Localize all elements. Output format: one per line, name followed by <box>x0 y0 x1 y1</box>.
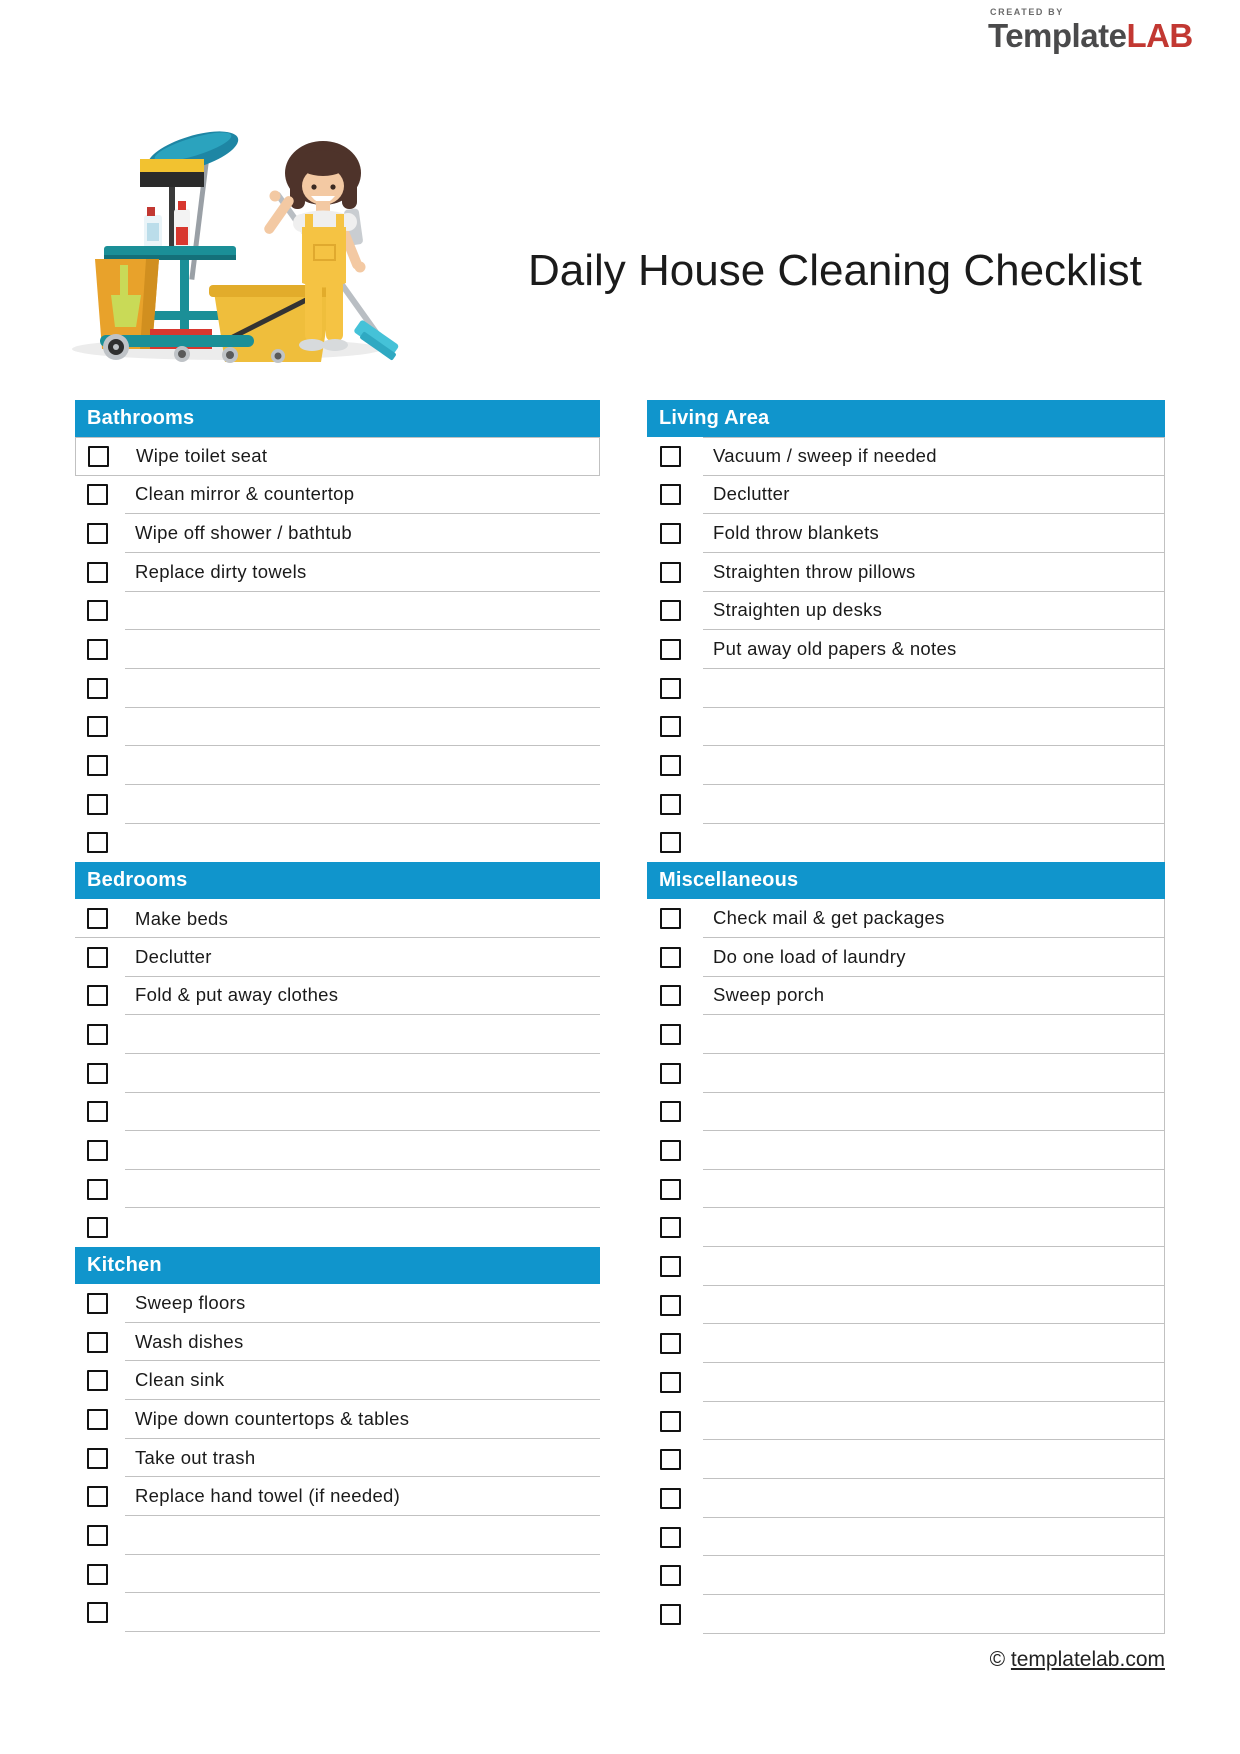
checkbox-icon[interactable] <box>660 1565 681 1586</box>
task-line <box>703 1402 1164 1441</box>
checklist-row <box>75 437 600 476</box>
checkbox-icon[interactable] <box>87 1063 108 1084</box>
checkbox-icon[interactable] <box>660 484 681 505</box>
checklist-row <box>75 1516 600 1555</box>
task-line <box>703 1015 1164 1054</box>
task-line <box>703 437 1164 476</box>
checkbox-icon[interactable] <box>87 1332 108 1353</box>
checkbox-icon[interactable] <box>660 794 681 815</box>
checkbox-icon[interactable] <box>87 523 108 544</box>
logo-created-by: CREATED BY <box>990 7 1064 17</box>
task-line <box>703 1479 1164 1518</box>
checkbox-icon[interactable] <box>660 755 681 776</box>
task-label: Declutter <box>713 483 790 505</box>
checklist-row <box>75 746 600 785</box>
section-rows <box>647 437 1165 862</box>
checkbox-icon[interactable] <box>660 908 681 929</box>
checkbox-icon[interactable] <box>660 947 681 968</box>
checklist-column-left <box>75 400 600 1632</box>
checklist-row <box>75 669 600 708</box>
checkbox-icon[interactable] <box>87 947 108 968</box>
task-line <box>125 553 600 592</box>
checklist-row <box>647 824 1164 863</box>
task-line <box>703 899 1164 938</box>
logo-brand-lab: LAB <box>1126 17 1193 54</box>
task-label: Wash dishes <box>135 1330 244 1352</box>
checklist-row <box>75 1555 600 1594</box>
checklist-row <box>75 476 600 515</box>
task-line <box>703 1556 1164 1595</box>
task-line <box>703 1247 1164 1286</box>
task-line <box>703 476 1164 515</box>
task-line <box>703 1170 1164 1209</box>
checkbox-icon[interactable] <box>87 1217 108 1238</box>
footer <box>0 1648 1165 1672</box>
section-rows <box>75 899 600 1247</box>
task-label: Vacuum / sweep if needed <box>713 445 937 467</box>
task-label: Replace hand towel (if needed) <box>135 1485 401 1507</box>
task-label: Fold throw blankets <box>713 522 880 544</box>
checklist-row <box>647 1518 1164 1557</box>
checklist-row <box>647 1440 1164 1479</box>
task-line <box>703 1286 1164 1325</box>
checkbox-icon[interactable] <box>87 1024 108 1045</box>
task-line <box>703 977 1164 1016</box>
checklist-row <box>647 1324 1164 1363</box>
checkbox-icon[interactable] <box>660 562 681 583</box>
checkbox-icon[interactable] <box>88 446 109 467</box>
checklist-row <box>75 514 600 553</box>
checklist-row <box>75 1131 600 1170</box>
checkbox-icon[interactable] <box>660 985 681 1006</box>
task-line <box>125 1284 600 1323</box>
task-line <box>125 1054 600 1093</box>
checklist-row <box>75 938 600 977</box>
checklist-row <box>75 708 600 747</box>
task-line <box>125 1208 600 1247</box>
checklist-row <box>75 1477 600 1516</box>
copyright-symbol: © <box>989 1648 1006 1671</box>
task-label: Fold & put away clothes <box>135 984 339 1006</box>
checkbox-icon[interactable] <box>87 1140 108 1161</box>
checkbox-icon[interactable] <box>660 1527 681 1548</box>
task-label: Take out trash <box>135 1446 256 1468</box>
task-label: Make beds <box>135 907 229 929</box>
logo-brand <box>988 19 1193 52</box>
checkbox-icon[interactable] <box>87 1602 108 1623</box>
checklist-row <box>647 1054 1164 1093</box>
section-rows <box>75 1284 600 1632</box>
task-line <box>125 630 600 669</box>
task-label: Clean sink <box>135 1369 225 1391</box>
checkbox-icon[interactable] <box>87 600 108 621</box>
checkbox-icon[interactable] <box>660 1217 681 1238</box>
checkbox-icon[interactable] <box>660 1179 681 1200</box>
checklist-row <box>75 1593 600 1632</box>
task-line <box>125 514 600 553</box>
checklist-row <box>647 553 1164 592</box>
checklist-row <box>647 1015 1164 1054</box>
checklist-row <box>647 938 1164 977</box>
checklist-row <box>647 785 1164 824</box>
task-line <box>125 746 600 785</box>
checkbox-icon[interactable] <box>660 1372 681 1393</box>
section-header-bathrooms <box>75 400 600 437</box>
checkbox-icon[interactable] <box>87 716 108 737</box>
task-line <box>703 1208 1164 1247</box>
checklist-row <box>647 1402 1164 1441</box>
section-header-miscellaneous <box>647 862 1165 899</box>
checkbox-icon[interactable] <box>660 1295 681 1316</box>
checkbox-icon[interactable] <box>660 1063 681 1084</box>
checklist-row <box>647 1093 1164 1132</box>
checkbox-icon[interactable] <box>87 1448 108 1469</box>
task-label: Do one load of laundry <box>713 945 906 967</box>
checklist-row <box>75 1439 600 1478</box>
checkbox-icon[interactable] <box>87 1564 108 1585</box>
checklist-row <box>75 785 600 824</box>
checkbox-icon[interactable] <box>87 562 108 583</box>
task-line <box>703 1324 1164 1363</box>
checklist-row <box>75 1323 600 1362</box>
logo-brand-template: Template <box>988 17 1127 54</box>
checkbox-icon[interactable] <box>660 1333 681 1354</box>
checklist-row <box>75 553 600 592</box>
task-line <box>703 1131 1164 1170</box>
task-line <box>703 630 1164 669</box>
checklist-row <box>647 592 1164 631</box>
task-line <box>125 1093 600 1132</box>
section-header-living-area <box>647 400 1165 437</box>
checkbox-icon[interactable] <box>660 1411 681 1432</box>
task-line <box>703 514 1164 553</box>
task-line <box>125 938 600 977</box>
task-line <box>703 785 1164 824</box>
page-title: Daily House Cleaning Checklist <box>528 246 1142 295</box>
checklist-row <box>75 824 600 863</box>
checkbox-icon[interactable] <box>87 1486 108 1507</box>
task-label: Sweep floors <box>135 1291 246 1313</box>
task-line <box>125 977 600 1016</box>
checkbox-icon[interactable] <box>660 832 681 853</box>
checklist-row <box>75 630 600 669</box>
checklist-row <box>647 708 1164 747</box>
task-line <box>125 1439 600 1478</box>
checklist-row <box>647 476 1164 515</box>
checklist-row <box>647 1595 1164 1634</box>
checklist-row <box>75 899 600 938</box>
cleaning-lady-illustration <box>62 95 400 363</box>
task-line <box>125 669 600 708</box>
task-line <box>125 1555 600 1594</box>
task-line <box>125 824 600 863</box>
task-line <box>125 1323 600 1362</box>
task-label: Straighten up desks <box>713 599 883 621</box>
checkbox-icon[interactable] <box>660 1140 681 1161</box>
checkbox-icon[interactable] <box>660 1488 681 1509</box>
checkbox-icon[interactable] <box>87 1179 108 1200</box>
task-line <box>703 938 1164 977</box>
checklist-row <box>75 1015 600 1054</box>
task-line <box>703 1518 1164 1557</box>
checklist-row <box>647 899 1164 938</box>
checkbox-icon[interactable] <box>87 1101 108 1122</box>
checklist-row <box>75 1170 600 1209</box>
checklist-row <box>75 1284 600 1323</box>
task-label: Declutter <box>135 945 212 967</box>
task-line <box>703 1054 1164 1093</box>
task-line <box>125 1015 600 1054</box>
task-line <box>703 1440 1164 1479</box>
task-label: Wipe down countertops & tables <box>135 1407 410 1429</box>
checklist-row <box>647 1556 1164 1595</box>
checklist-row <box>647 630 1164 669</box>
task-label: Put away old papers & notes <box>713 638 957 660</box>
checklist-row <box>75 1093 600 1132</box>
checklist-row <box>647 1479 1164 1518</box>
checklist-row <box>647 669 1164 708</box>
checkbox-icon[interactable] <box>660 1256 681 1277</box>
task-line <box>125 1361 600 1400</box>
task-line <box>125 1400 600 1439</box>
section-rows <box>75 437 600 862</box>
checkbox-icon[interactable] <box>660 600 681 621</box>
checklist-row <box>75 1208 600 1247</box>
task-line <box>125 1131 600 1170</box>
checklist-row <box>75 592 600 631</box>
checklist-row <box>647 1208 1164 1247</box>
checkbox-icon[interactable] <box>87 1370 108 1391</box>
checkbox-icon[interactable] <box>87 985 108 1006</box>
checklist-row <box>647 1363 1164 1402</box>
section-header-bedrooms <box>75 862 600 899</box>
checklist-row <box>647 1131 1164 1170</box>
checklist-row <box>647 1247 1164 1286</box>
task-line <box>703 1093 1164 1132</box>
task-label: Wipe toilet seat <box>136 445 268 467</box>
checkbox-icon[interactable] <box>660 523 681 544</box>
task-line <box>125 1477 600 1516</box>
task-line <box>125 1170 600 1209</box>
checklist-row <box>647 514 1164 553</box>
section-title: Bedrooms <box>87 869 188 892</box>
templatelab-logo <box>988 8 1193 52</box>
task-line <box>125 708 600 747</box>
checklist-row <box>647 746 1164 785</box>
checklist-row <box>647 977 1164 1016</box>
task-line <box>703 708 1164 747</box>
section-title: Kitchen <box>87 1254 162 1277</box>
task-line <box>125 899 600 938</box>
task-label: Replace dirty towels <box>135 560 307 582</box>
checkbox-icon[interactable] <box>87 1293 108 1314</box>
task-line <box>703 592 1164 631</box>
task-line <box>125 592 600 631</box>
checkbox-icon[interactable] <box>87 832 108 853</box>
checkbox-icon[interactable] <box>660 716 681 737</box>
task-label: Check mail & get packages <box>713 907 945 929</box>
task-line <box>703 553 1164 592</box>
task-line <box>703 1595 1164 1634</box>
section-title: Living Area <box>659 407 770 429</box>
checkbox-icon[interactable] <box>660 446 681 467</box>
task-label: Sweep porch <box>713 984 825 1006</box>
checkbox-icon[interactable] <box>87 1409 108 1430</box>
section-rows <box>647 899 1165 1633</box>
task-label: Straighten throw pillows <box>713 560 916 582</box>
checklist-row <box>647 437 1164 476</box>
task-line <box>125 476 600 515</box>
checklist-row <box>75 1400 600 1439</box>
task-line <box>125 785 600 824</box>
checklist-row <box>75 1361 600 1400</box>
checklist-row <box>647 1286 1164 1325</box>
checkbox-icon[interactable] <box>87 755 108 776</box>
task-line <box>703 746 1164 785</box>
checkbox-icon[interactable] <box>660 1024 681 1045</box>
task-line <box>126 438 599 475</box>
checkbox-icon[interactable] <box>87 678 108 699</box>
checklist-row <box>75 977 600 1016</box>
cleaning-illustration-svg <box>62 95 400 363</box>
task-line <box>125 1516 600 1555</box>
checklist-row <box>647 1170 1164 1209</box>
checkbox-icon[interactable] <box>660 678 681 699</box>
task-line <box>703 1363 1164 1402</box>
task-line <box>703 669 1164 708</box>
task-label: Clean mirror & countertop <box>135 483 355 505</box>
task-line <box>125 1593 600 1632</box>
checkbox-icon[interactable] <box>660 1101 681 1122</box>
section-header-kitchen <box>75 1247 600 1284</box>
checkbox-icon[interactable] <box>87 908 108 929</box>
checkbox-icon[interactable] <box>87 484 108 505</box>
task-label: Wipe off shower / bathtub <box>135 522 352 544</box>
checkbox-icon[interactable] <box>660 1604 681 1625</box>
section-title: Miscellaneous <box>659 869 799 892</box>
templatelab-footer-link[interactable]: templatelab.com <box>1010 1648 1165 1671</box>
checkbox-icon[interactable] <box>87 794 108 815</box>
checkbox-icon[interactable] <box>660 1449 681 1470</box>
checkbox-icon[interactable] <box>87 1525 108 1546</box>
checkbox-icon[interactable] <box>660 639 681 660</box>
task-line <box>703 824 1164 863</box>
section-title: Bathrooms <box>87 407 195 429</box>
checklist-column-right <box>647 400 1165 1634</box>
checkbox-icon[interactable] <box>87 639 108 660</box>
checklist-row <box>75 1054 600 1093</box>
